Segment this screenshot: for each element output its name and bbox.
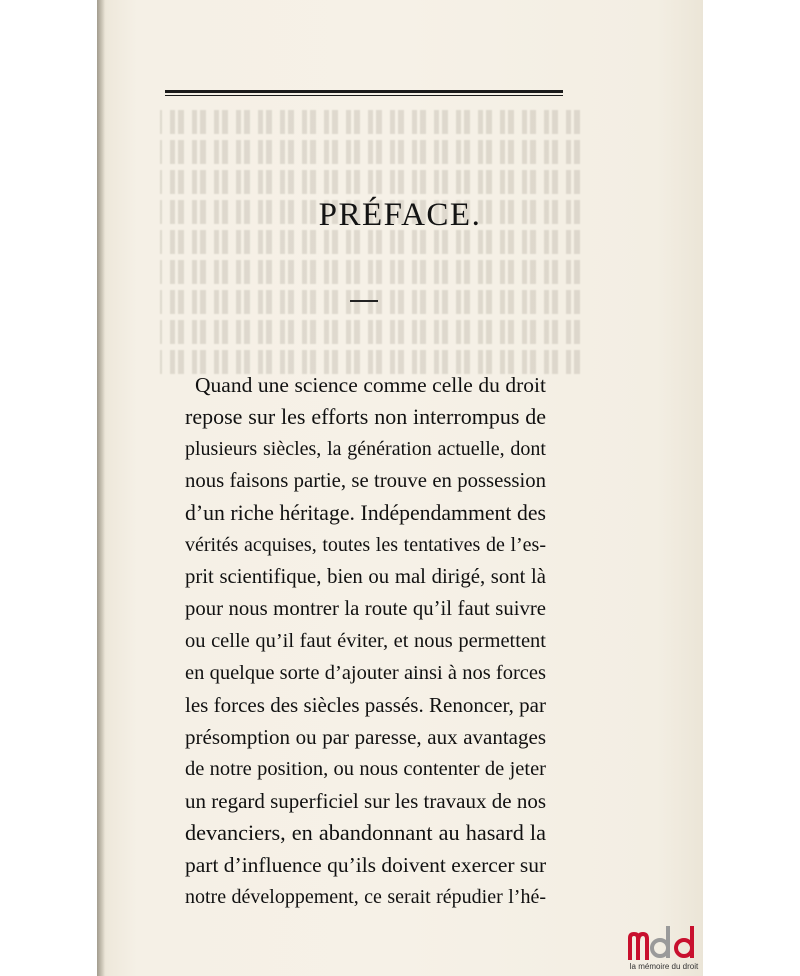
body-line: un regard superficiel sur les travaux de nos (185, 789, 546, 813)
mdd-logo (624, 922, 704, 976)
mdd-logo-icon (628, 922, 700, 960)
header-rule-thin (165, 95, 563, 96)
body-text (185, 369, 546, 913)
body-line: de notre position, ou nous contenter de jeter (185, 758, 546, 780)
body-line: nous faisons partie, se trouve en possession (185, 470, 546, 492)
body-line: vérités acquises, toutes les tentatives de l’es- (185, 534, 546, 556)
page-title: PRÉFACE. (318, 197, 482, 233)
body-line: repose sur les efforts non interrompus de (185, 404, 546, 429)
show-through-text (160, 110, 580, 380)
body-line: prit scientifique, bien ou mal dirigé, sont là (185, 566, 546, 588)
title-rule (350, 300, 378, 302)
body-line: plusieurs siècles, la génération actuelle, dont (185, 438, 546, 460)
body-line: présomption ou par paresse, aux avantages (185, 725, 546, 749)
body-line: pour nous montrer la route qu’il faut suivre (185, 598, 546, 620)
body-line: part d’influence qu’ils doivent exercer sur (185, 853, 547, 877)
mdd-logo-mark (628, 922, 700, 960)
body-line: Quand une science comme celle du droit (195, 373, 546, 397)
body-line: notre développement, ce serait répudier l’hé- (185, 886, 546, 908)
body-line: d’un riche héritage. Indépendamment des (185, 501, 546, 525)
body-line: les forces des siècles passés. Renoncer, par (185, 693, 546, 717)
header-rule-thick (165, 90, 563, 93)
logo-caption: la mémoire du droit (629, 962, 699, 971)
binding-shadow (97, 0, 105, 976)
body-line: en quelque sorte d’ajouter ainsi à nos forces (185, 662, 546, 684)
body-line: devanciers, en abandonnant au hasard la (185, 820, 546, 845)
body-line: ou celle qu’il faut éviter, et nous permettent (185, 630, 546, 652)
